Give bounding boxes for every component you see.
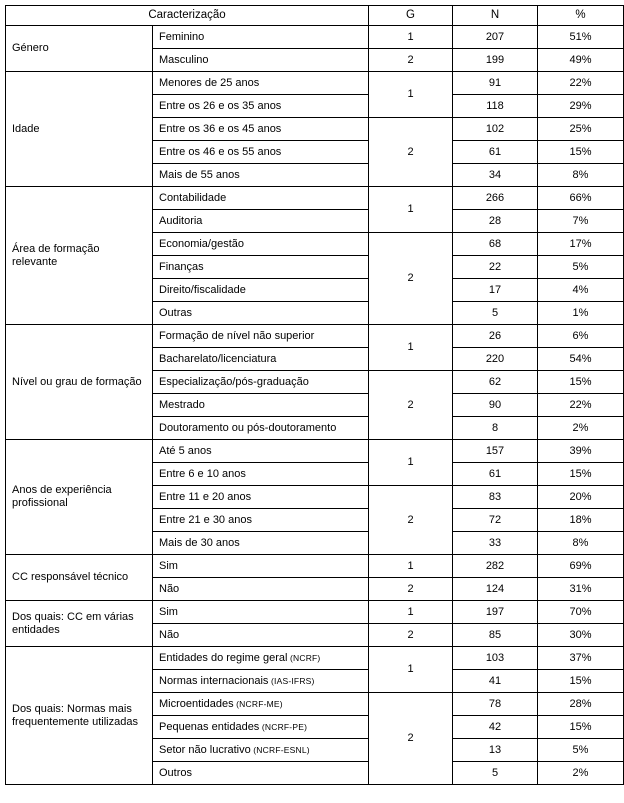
item-cell [153, 279, 369, 302]
g-cell: 1 [369, 601, 453, 624]
header-caracterizacao: Caracterização [6, 6, 369, 26]
percent-cell: 6% [538, 325, 624, 348]
table-row [6, 325, 624, 348]
category-cell: Dos quais: Normas mais frequentemente utilizadas [6, 647, 153, 785]
category-cell: Género [6, 26, 153, 72]
percent-cell: 15% [538, 716, 624, 739]
item-cell [153, 49, 369, 72]
n-cell: 207 [453, 26, 538, 49]
percent-cell: 15% [538, 371, 624, 394]
percent-cell: 8% [538, 164, 624, 187]
percent-cell: 66% [538, 187, 624, 210]
item-cell [153, 670, 369, 693]
item-label: Finanças [159, 260, 204, 273]
item-cell [153, 118, 369, 141]
g-cell: 2 [369, 624, 453, 647]
percent-cell: 49% [538, 49, 624, 72]
item-cell [153, 440, 369, 463]
n-cell: 62 [453, 371, 538, 394]
item-abbreviation: (NCRF-PE) [259, 721, 308, 732]
n-cell: 282 [453, 555, 538, 578]
item-cell [153, 762, 369, 785]
percent-cell: 70% [538, 601, 624, 624]
item-label: Pequenas entidades [159, 720, 260, 733]
item-label: Entre 21 e 30 anos [159, 513, 252, 526]
n-cell: 85 [453, 624, 538, 647]
g-cell: 2 [369, 486, 453, 555]
item-label: Mais de 30 anos [159, 536, 240, 549]
percent-cell: 69% [538, 555, 624, 578]
item-label: Outros [159, 766, 193, 779]
n-cell: 157 [453, 440, 538, 463]
category-cell: Área de formação relevante [6, 187, 153, 325]
item-cell [153, 417, 369, 440]
n-cell: 5 [453, 762, 538, 785]
g-cell: 2 [369, 578, 453, 601]
item-cell [153, 624, 369, 647]
item-cell [153, 647, 369, 670]
item-cell [153, 509, 369, 532]
percent-cell: 31% [538, 578, 624, 601]
n-cell: 78 [453, 693, 538, 716]
percent-cell: 17% [538, 233, 624, 256]
percent-cell: 22% [538, 394, 624, 417]
header-g: G [369, 6, 453, 26]
category-cell: Anos de experiência profissional [6, 440, 153, 555]
n-cell: 220 [453, 348, 538, 371]
percent-cell: 39% [538, 440, 624, 463]
item-cell [153, 578, 369, 601]
item-label: Especialização/pós-graduação [159, 375, 309, 388]
g-cell: 1 [369, 647, 453, 693]
item-label: Sim [159, 605, 178, 618]
item-label: Não [159, 582, 180, 595]
g-cell: 1 [369, 26, 453, 49]
table-header-row [6, 6, 624, 26]
percent-cell: 2% [538, 417, 624, 440]
percent-cell: 15% [538, 670, 624, 693]
table-row [6, 555, 624, 578]
item-label: Sim [159, 559, 178, 572]
n-cell: 72 [453, 509, 538, 532]
item-cell [153, 371, 369, 394]
percent-cell: 8% [538, 532, 624, 555]
percent-cell: 30% [538, 624, 624, 647]
percent-cell: 1% [538, 302, 624, 325]
item-cell [153, 532, 369, 555]
percent-cell: 15% [538, 463, 624, 486]
g-cell: 2 [369, 233, 453, 325]
n-cell: 61 [453, 141, 538, 164]
item-cell [153, 26, 369, 49]
item-cell [153, 141, 369, 164]
item-label: Entre 11 e 20 anos [159, 490, 252, 503]
item-cell [153, 463, 369, 486]
header-percent: % [538, 6, 624, 26]
item-cell [153, 72, 369, 95]
g-cell: 1 [369, 325, 453, 371]
percent-cell: 22% [538, 72, 624, 95]
percent-cell: 37% [538, 647, 624, 670]
n-cell: 13 [453, 739, 538, 762]
item-cell [153, 555, 369, 578]
table-row [6, 26, 624, 49]
g-cell: 1 [369, 440, 453, 486]
item-cell [153, 394, 369, 417]
g-cell: 2 [369, 371, 453, 440]
n-cell: 5 [453, 302, 538, 325]
item-cell [153, 348, 369, 371]
n-cell: 61 [453, 463, 538, 486]
n-cell: 22 [453, 256, 538, 279]
percent-cell: 25% [538, 118, 624, 141]
n-cell: 8 [453, 417, 538, 440]
percent-cell: 51% [538, 26, 624, 49]
percent-cell: 29% [538, 95, 624, 118]
n-cell: 33 [453, 532, 538, 555]
percent-cell: 15% [538, 141, 624, 164]
table-row [6, 187, 624, 210]
item-label: Mais de 55 anos [159, 168, 240, 181]
n-cell: 266 [453, 187, 538, 210]
item-label: Até 5 anos [159, 444, 212, 457]
g-cell: 1 [369, 555, 453, 578]
item-label: Entre 6 e 10 anos [159, 467, 246, 480]
item-label: Menores de 25 anos [159, 76, 260, 89]
item-label: Entre os 26 e os 35 anos [159, 99, 282, 112]
item-cell [153, 95, 369, 118]
table-row [6, 601, 624, 624]
n-cell: 90 [453, 394, 538, 417]
n-cell: 42 [453, 716, 538, 739]
n-cell: 68 [453, 233, 538, 256]
category-cell: Dos quais: CC em várias entidades [6, 601, 153, 647]
item-cell [153, 486, 369, 509]
n-cell: 83 [453, 486, 538, 509]
item-label: Entre os 36 e os 45 anos [159, 122, 282, 135]
item-cell [153, 164, 369, 187]
table-row [6, 72, 624, 95]
item-label: Setor não lucrativo [159, 743, 251, 756]
n-cell: 28 [453, 210, 538, 233]
percent-cell: 54% [538, 348, 624, 371]
item-cell [153, 256, 369, 279]
category-cell: Idade [6, 72, 153, 187]
item-label: Outras [159, 306, 193, 319]
item-cell [153, 601, 369, 624]
percent-cell: 5% [538, 256, 624, 279]
g-cell: 1 [369, 72, 453, 118]
item-abbreviation: (NCRF) [287, 652, 321, 663]
n-cell: 34 [453, 164, 538, 187]
item-cell [153, 187, 369, 210]
item-label: Microentidades [159, 697, 234, 710]
item-cell [153, 210, 369, 233]
item-cell [153, 693, 369, 716]
g-cell: 2 [369, 693, 453, 785]
table-row [6, 647, 624, 670]
n-cell: 103 [453, 647, 538, 670]
n-cell: 124 [453, 578, 538, 601]
percent-cell: 7% [538, 210, 624, 233]
percent-cell: 5% [538, 739, 624, 762]
item-label: Bacharelato/licenciatura [159, 352, 277, 365]
item-label: Entre os 46 e os 55 anos [159, 145, 282, 158]
item-cell [153, 302, 369, 325]
n-cell: 118 [453, 95, 538, 118]
n-cell: 197 [453, 601, 538, 624]
percent-cell: 20% [538, 486, 624, 509]
item-label: Auditoria [159, 214, 203, 227]
percent-cell: 28% [538, 693, 624, 716]
category-cell: Nível ou grau de formação [6, 325, 153, 440]
item-label: Direito/fiscalidade [159, 283, 246, 296]
characterization-table [5, 5, 624, 785]
item-abbreviation: (NCRF-ME) [233, 698, 283, 709]
table-row [6, 440, 624, 463]
percent-cell: 2% [538, 762, 624, 785]
item-abbreviation: (IAS-IFRS) [268, 675, 315, 686]
item-label: Normas internacionais [159, 674, 269, 687]
item-label: Economia/gestão [159, 237, 244, 250]
n-cell: 26 [453, 325, 538, 348]
item-cell [153, 325, 369, 348]
g-cell: 2 [369, 118, 453, 187]
item-label: Entidades do regime geral [159, 651, 288, 664]
n-cell: 199 [453, 49, 538, 72]
item-cell [153, 233, 369, 256]
g-cell: 1 [369, 187, 453, 233]
item-label: Doutoramento ou pós-doutoramento [159, 421, 337, 434]
item-label: Formação de nível não superior [159, 329, 315, 342]
percent-cell: 18% [538, 509, 624, 532]
item-abbreviation: (NCRF-ESNL) [250, 744, 310, 755]
item-label: Feminino [159, 30, 205, 43]
percent-cell: 4% [538, 279, 624, 302]
item-label: Mestrado [159, 398, 205, 411]
item-label: Masculino [159, 53, 209, 66]
item-cell [153, 716, 369, 739]
n-cell: 41 [453, 670, 538, 693]
item-label: Não [159, 628, 180, 641]
category-cell: CC responsável técnico [6, 555, 153, 601]
n-cell: 91 [453, 72, 538, 95]
header-n: N [453, 6, 538, 26]
item-label: Contabilidade [159, 191, 227, 204]
g-cell: 2 [369, 49, 453, 72]
n-cell: 17 [453, 279, 538, 302]
n-cell: 102 [453, 118, 538, 141]
item-cell [153, 739, 369, 762]
